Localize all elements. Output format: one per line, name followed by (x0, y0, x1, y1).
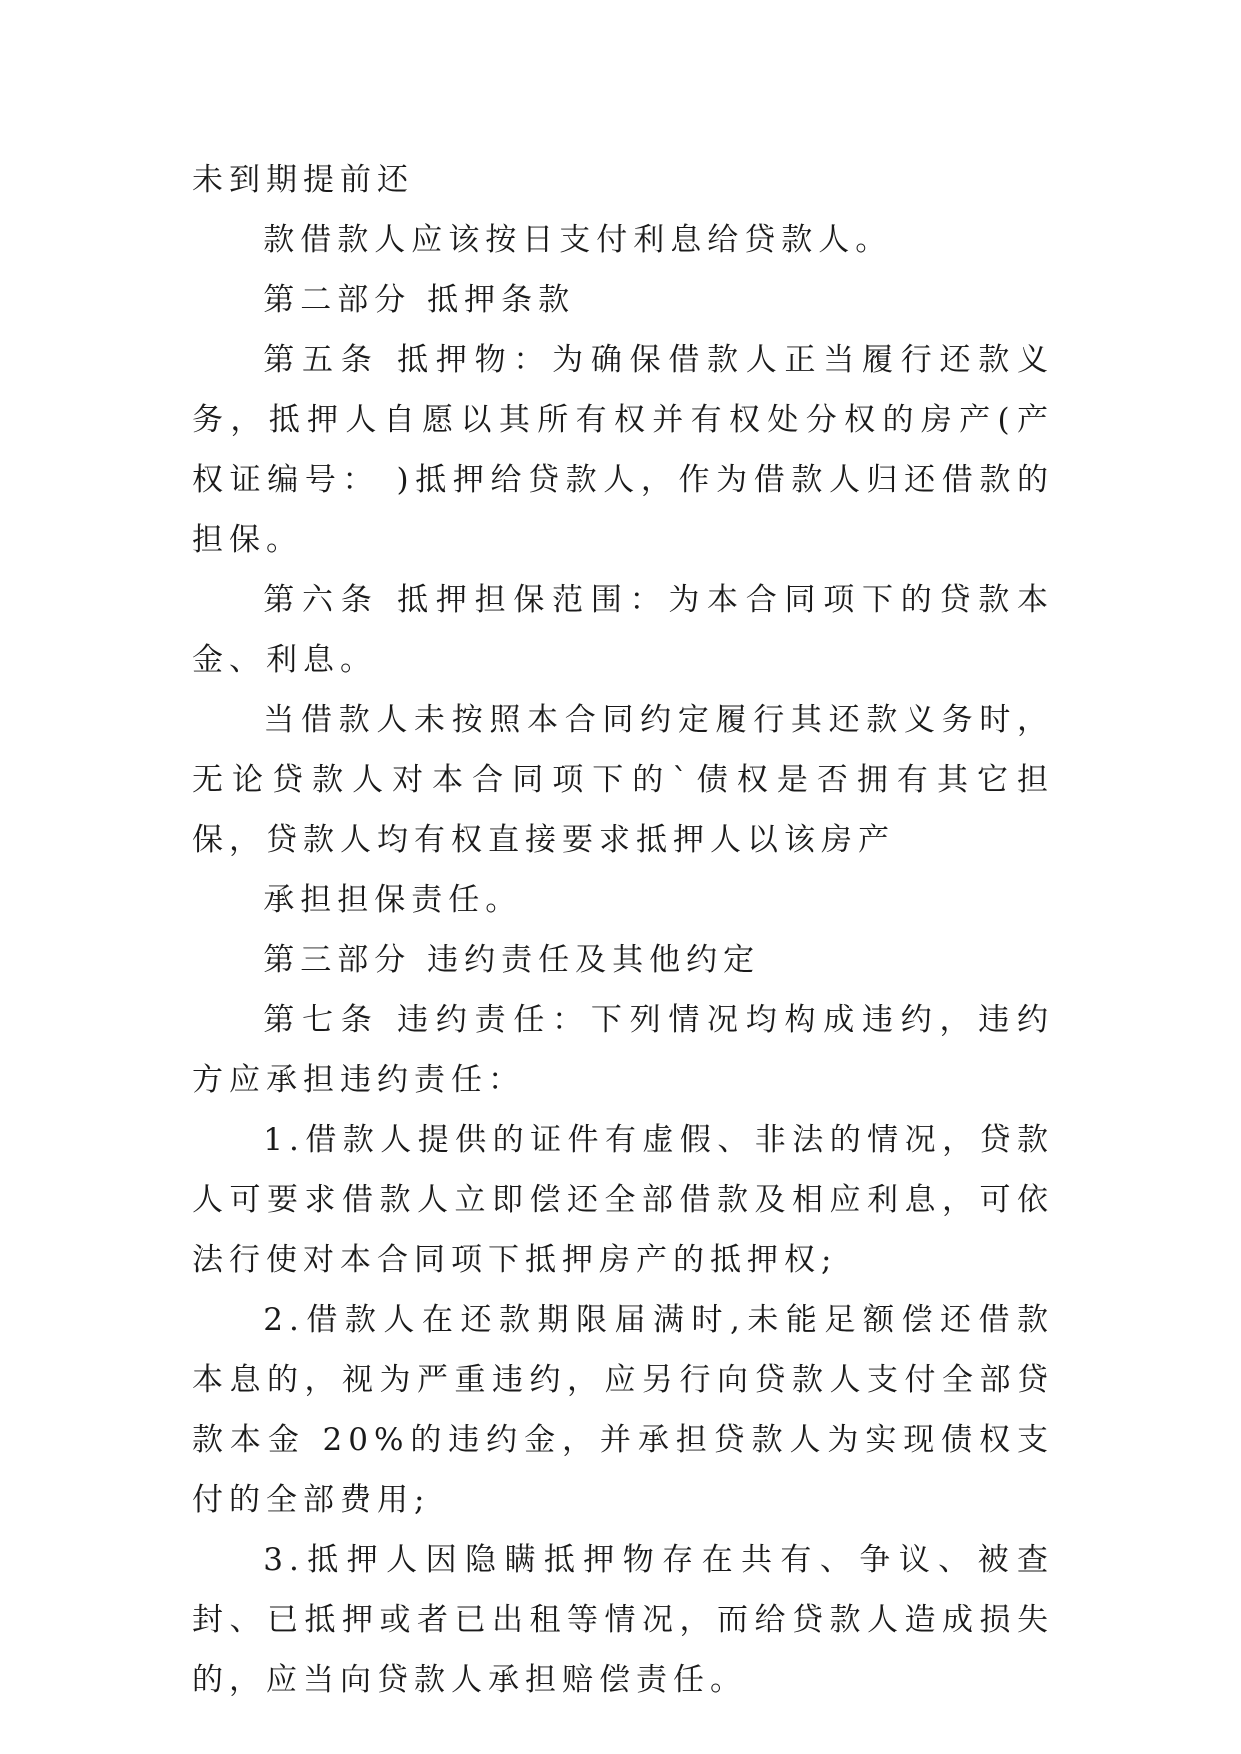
document-page (192, 150, 1054, 1710)
breach-item-3: 3.抵押人因隐瞒抵押物存在共有、争议、被查封、已抵押或者已出租等情况，而给贷款人造成损失的，应当向贷款人承担赔偿责任。 (192, 1542, 1054, 1698)
section-heading-part-three: 第三部分 违约责任及其他约定 (263, 942, 761, 978)
article-6-scope: 第六条 抵押担保范围：为本合同项下的贷款本金、利息。 (192, 582, 1054, 678)
paragraph-early-repayment: 未到期提前还 (192, 162, 414, 198)
article-7-breach: 第七条 违约责任：下列情况均构成违约，违约方应承担违约责任： (192, 1002, 1054, 1098)
article-5-collateral: 第五条 抵押物：为确保借款人正当履行还款义务，抵押人自愿以其所有权并有权处分权的房产(产权证编号： )抵押给贷款人，作为借款人归还借款的担保。 (192, 342, 1054, 558)
paragraph-daily-interest: 款借款人应该按日支付利息给贷款人。 (263, 222, 893, 258)
breach-item-1: 1.借款人提供的证件有虚假、非法的情况，贷款人可要求借款人立即偿还全部借款及相应利息，可依法行使对本合同项下抵押房产的抵押权; (192, 1122, 1054, 1278)
paragraph-guarantee-liability: 承担担保责任。 (263, 882, 523, 918)
section-heading-part-two: 第二部分 抵押条款 (263, 282, 576, 318)
breach-item-2: 2.借款人在还款期限届满时,未能足额偿还借款本息的，视为严重违约，应另行向贷款人支付全部贷款本金 20%的违约金，并承担贷款人为实现债权支付的全部费用; (192, 1302, 1054, 1518)
paragraph-default-guarantee: 当借款人未按照本合同约定履行其还款义务时，无论贷款人对本合同项下的`债权是否拥有其它担保，贷款人均有权直接要求抵押人以该房产 (192, 702, 1054, 858)
